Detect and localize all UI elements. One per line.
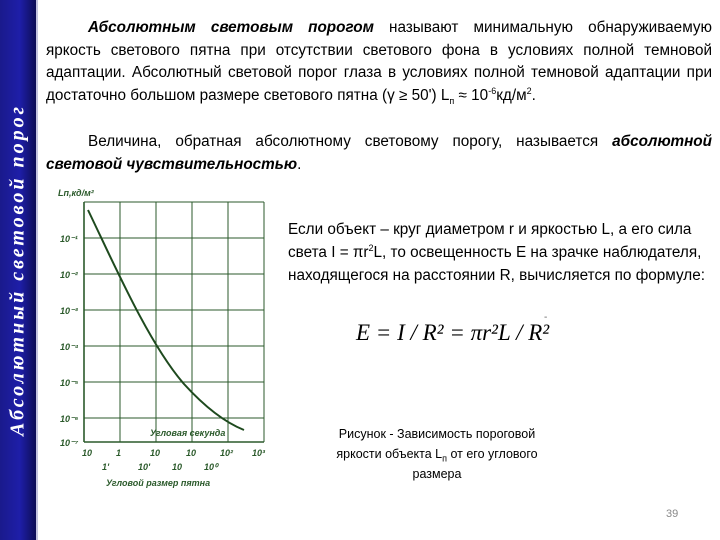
formula-intro: [288, 218, 716, 287]
xtick-lower-3: 10: [172, 462, 183, 472]
xtick-upper-5: 10²: [220, 448, 234, 458]
paragraph-definition: [46, 17, 712, 107]
graph-xlabel: Угловой размер пятна: [106, 478, 211, 488]
xtick-upper-6: 10³: [252, 448, 266, 458]
paragraph2-end: .: [297, 155, 302, 173]
caption-line-2: [312, 444, 562, 464]
xtick-lower-2: 10': [138, 462, 151, 472]
ytick-3: 10⁻³: [60, 306, 78, 316]
xtick-lower-4: 10⁰: [204, 462, 218, 472]
ytick-1: 10⁻¹: [60, 234, 78, 244]
subscript-n: п: [449, 95, 455, 106]
paragraph-sensitivity: [46, 131, 712, 176]
ytick-4: 10⁻⁴: [60, 342, 79, 352]
caption-line-1: Рисунок - Зависимость пороговой: [338, 427, 536, 441]
graph-annotation: Угловая секунда: [150, 428, 226, 438]
term-absolute-sensitivity: абсолютной световой чувствительностью: [46, 133, 712, 173]
formula-intro-p1: Если объект – круг диаметром r и яркостью L, а его сила света I = πr: [288, 221, 692, 261]
ytick-5: 10⁻⁵: [60, 378, 79, 388]
sidebar-title: Абсолютный световой порог: [6, 104, 29, 436]
illuminance-formula: E = I / R² = πr²L / R²: [356, 320, 550, 345]
caption-line-3: размера: [412, 467, 462, 481]
paragraph1-unit: кд/м: [496, 86, 527, 104]
paragraph2-text: Величина, обратная абсолютному световому порогу, называется: [88, 133, 613, 150]
graph-ylabel: Lп,кд/м²: [58, 188, 94, 198]
threshold-curve: [88, 210, 244, 430]
exponent: -6: [488, 85, 497, 96]
sidebar-divider: [36, 0, 38, 540]
paragraph1-end: .: [531, 86, 536, 104]
term-absolute-threshold: Абсолютным световым порогом: [88, 19, 374, 36]
ytick-2: 10⁻²: [60, 270, 78, 280]
paragraph1-text: называют минимальную обнаруживаемую яркость светового пятна при отсутствии светового фона в условиях полной темновой адаптации. Абсолютный световой порог глаза в условиях полной темновой адаптации при достаточно большом размере светового пятна (γ ≥ 50') L: [46, 19, 712, 104]
xtick-lower-1: 1': [102, 462, 110, 472]
threshold-graph: [54, 184, 272, 518]
xtick-upper-2: 1: [116, 448, 122, 458]
formula-mark: -: [544, 312, 548, 323]
graph-grid: [84, 202, 264, 442]
xtick-upper-4: 10: [186, 448, 197, 458]
caption-line-2b: от его углового: [447, 447, 538, 461]
formula-intro-p2: L, то освещенность E на зрачке наблюдателя, находящегося на расстоянии R, вычисляется по формуле:: [288, 244, 705, 284]
ytick-7: 10⁻⁷: [60, 438, 79, 448]
formula-intro-exp: 2: [368, 242, 374, 253]
page-number: 39: [666, 508, 679, 520]
xtick-upper-1: 10: [82, 448, 93, 458]
figure-caption: [312, 424, 562, 484]
ytick-6: 10⁻⁶: [60, 414, 79, 424]
caption-subscript: п: [442, 453, 447, 464]
paragraph1-approx: ≈ 10: [454, 86, 489, 104]
unit-exponent: 2: [526, 85, 532, 96]
xtick-upper-3: 10: [150, 448, 161, 458]
caption-line-2a: яркости объекта L: [336, 447, 443, 461]
